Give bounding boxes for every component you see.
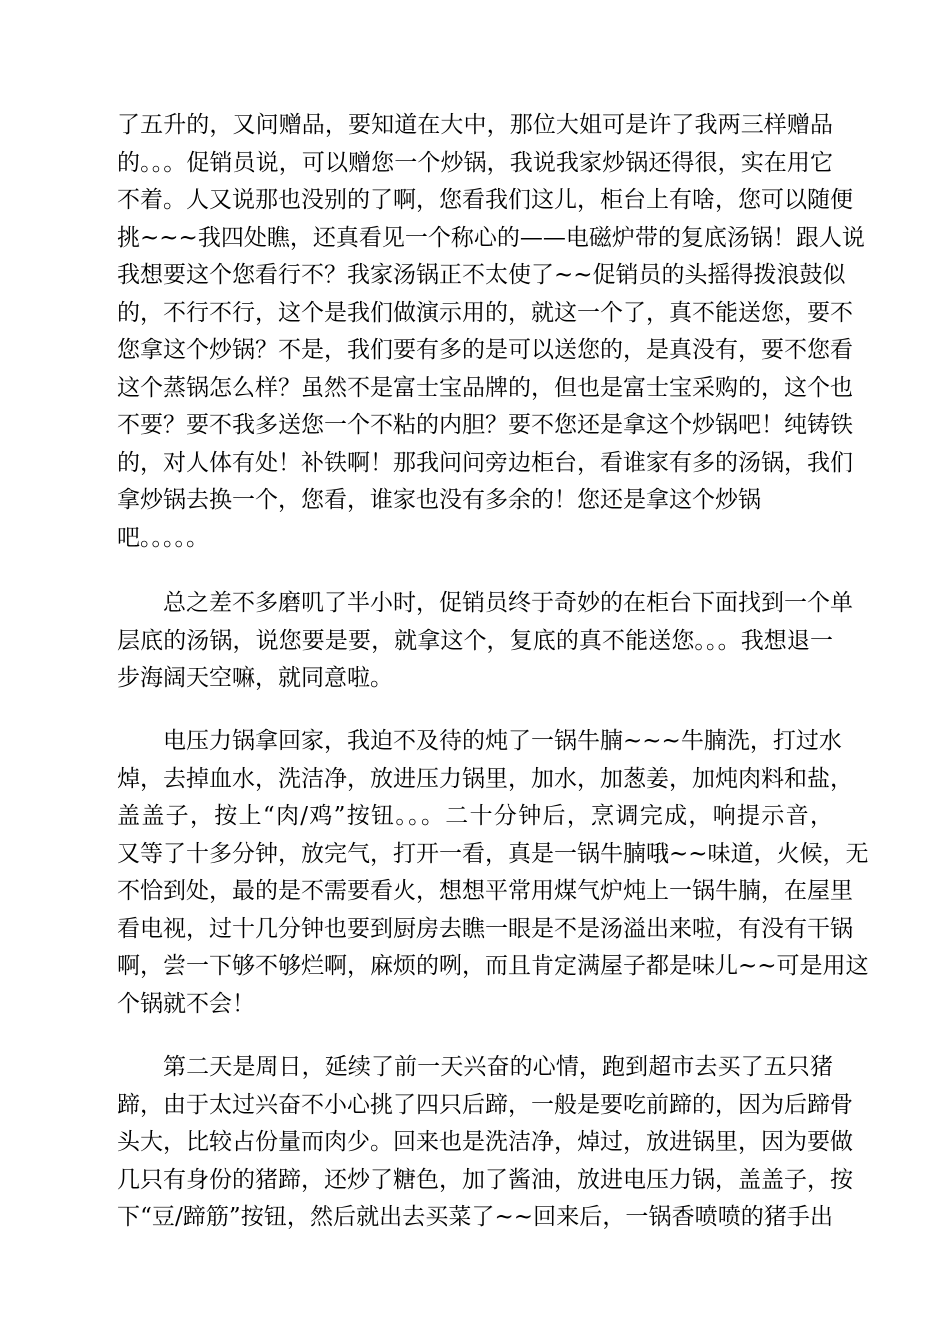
text-line: 的，不行不行，这个是我们做演示用的，就这一个了，真不能送您，要不 <box>117 299 853 326</box>
text-line: 头大，比较占份量而肉少。回来也是洗洁净，焯过，放进锅里，因为要做 <box>117 1129 853 1155</box>
text-line: 看电视，过十几分钟也要到厨房去瞧一眼是不是汤溢出来啦，有没有干锅 <box>117 915 853 942</box>
text-line: 的。。。促销员说，可以赠您一个炒锅，我说我家炒锅还得很，实在用它 <box>117 149 833 176</box>
text-line: 拿炒锅去换一个，您看，谁家也没有多余的！您还是拿这个炒锅 <box>117 487 761 513</box>
text-line: 下“豆/蹄筋”按钮，然后就出去买菜了~~回来后，一锅香喷喷的猪手出 <box>117 1204 833 1230</box>
text-line: 啊，尝一下够不够烂啊，麻烦的咧，而且肯定满屋子都是味儿~~可是用这 <box>117 953 869 979</box>
text-line: 您拿这个炒锅？不是，我们要有多的是可以送您的，是真没有，要不您看 <box>117 337 853 363</box>
text-line: 的，对人体有处！补铁啊！那我问问旁边柜台，看谁家有多的汤锅，我们 <box>117 449 853 476</box>
text-line: 几只有身份的猪蹄，还炒了糖色，加了酱油，放进电压力锅，盖盖子，按 <box>117 1166 853 1193</box>
text-line: 了五升的，又问赠品，要知道在大中，那位大姐可是许了我两三样赠品 <box>117 112 833 138</box>
paragraph-2 <box>117 585 853 698</box>
paragraph-3 <box>117 723 869 1023</box>
text-line: 又等了十多分钟，放完气，打开一看，真是一锅牛腩哦~~味道，火候，无 <box>117 840 869 867</box>
text-line: 个锅就不会！ <box>117 990 255 1017</box>
text-line: 电压力锅拿回家，我迫不及待的炖了一锅牛腩~~~牛腩洗，打过水 <box>163 728 842 754</box>
text-line: 我想要这个您看行不？我家汤锅正不太使了~~促销员的头摇得拨浪鼓似 <box>117 262 846 288</box>
text-line: 挑~~~我四处瞧，还真看见一个称心的——电磁炉带的复底汤锅！跟人说 <box>117 224 865 251</box>
paragraph-4 <box>117 1049 853 1237</box>
text-line: 第二天是周日，延续了前一天兴奋的心情，跑到超市去买了五只猪 <box>163 1054 833 1080</box>
text-line: 盖盖子，按上“肉/鸡”按钮。。。二十分钟后，烹调完成，响提示音， <box>117 803 833 829</box>
text-line: 这个蒸锅怎么样？虽然不是富士宝品牌的，但也是富士宝采购的，这个也 <box>117 374 853 401</box>
text-line: 蹄，由于太过兴奋不小心挑了四只后蹄，一般是要吃前蹄的，因为后蹄骨 <box>117 1091 853 1118</box>
text-line: 焯，去掉血水，洗洁净，放进压力锅里，加水，加葱姜，加炖肉料和盐， <box>117 765 853 792</box>
text-line: 总之差不多磨叽了半小时，促销员终于奇妙的在柜台下面找到一个单 <box>163 590 853 616</box>
text-line: 不恰到处，最的是不需要看火，想想平常用煤气炉炖上一锅牛腩，在屋里 <box>117 878 853 904</box>
text-line: 层底的汤锅，说您要是要，就拿这个，复底的真不能送您。。。我想退一 <box>117 627 833 654</box>
text-line: 吧。。。。。 <box>117 524 209 551</box>
text-line: 不要？要不我多送您一个不粘的内胆？要不您还是拿这个炒锅吧！纯铸铁 <box>117 412 853 438</box>
text-line: 不着。人又说那也没别的了啊，您看我们这儿，柜台上有啥，您可以随便 <box>117 187 853 213</box>
text-line: 步海阔天空嘛，就同意啦。 <box>117 665 393 691</box>
paragraph-1 <box>117 107 865 557</box>
